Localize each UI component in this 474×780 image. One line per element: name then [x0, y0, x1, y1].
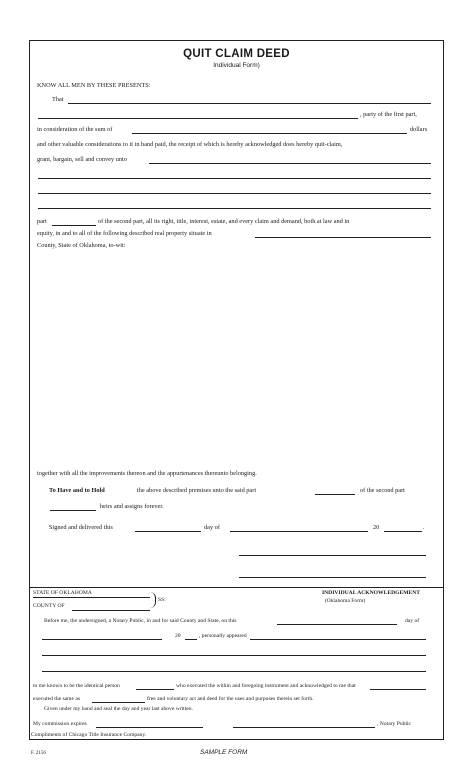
- document-title: QUIT CLAIM DEED: [183, 48, 290, 60]
- commission-expires-line[interactable]: [96, 727, 203, 728]
- party-first-part-text: , party of the first part,: [360, 111, 417, 118]
- heirs-assigns-text: heirs and assigns forever.: [100, 503, 164, 510]
- that-label: That: [52, 96, 64, 103]
- form-number: F. 2156: [31, 751, 46, 756]
- year-prefix: 20: [373, 524, 380, 531]
- executed-same-text: executed the same as: [33, 696, 81, 702]
- signed-month-line[interactable]: [230, 531, 368, 532]
- part-suffix-line-2[interactable]: [315, 494, 355, 495]
- ack-month-line[interactable]: [42, 639, 162, 640]
- ack-year-line[interactable]: [185, 639, 197, 640]
- notary-intro-text: Before me, the undersigned, a Notary Public, in and for said County and State, on this: [44, 618, 237, 624]
- section-divider: [29, 587, 444, 588]
- signed-day-line[interactable]: [135, 531, 201, 532]
- ack-day-line[interactable]: [277, 624, 397, 625]
- county-label: COUNTY OF: [33, 603, 65, 609]
- day-of-text: day of: [204, 524, 220, 531]
- consideration-amount-line[interactable]: [132, 133, 407, 134]
- county-name-line[interactable]: [255, 237, 431, 238]
- grantee-line-2[interactable]: [38, 178, 431, 179]
- state-underline: [33, 597, 150, 598]
- grant-convey-text: grant, bargain, sell and convey unto: [37, 156, 127, 163]
- personally-appeared-text: , personally appeared: [199, 633, 247, 639]
- signed-year-line[interactable]: [384, 531, 422, 532]
- of-second-part-text: of the second part: [360, 487, 405, 494]
- part-label: part: [37, 218, 47, 225]
- who-executed-text: who executed the within and foregoing instrument and acknowledged to me that: [176, 683, 356, 689]
- equity-text: equity, in and to all of the following described real property situate in: [37, 230, 212, 237]
- grantee-line-4[interactable]: [38, 208, 431, 209]
- given-under-text: Given under my hand and seal the day and year last above written.: [44, 706, 193, 712]
- dollars-text: dollars: [410, 126, 428, 133]
- notary-signature-line[interactable]: [233, 727, 375, 728]
- grantor-signature-line-1[interactable]: [239, 555, 426, 556]
- known-to-me-text: to me known to be the identical person: [33, 683, 120, 689]
- appeared-name-line-2[interactable]: [42, 655, 426, 656]
- ack-county-line[interactable]: [72, 610, 150, 611]
- grantee-line-3[interactable]: [38, 193, 431, 194]
- grantor-signature-line-2[interactable]: [239, 577, 426, 578]
- grantor-name-line[interactable]: [68, 103, 431, 104]
- known-person-line[interactable]: [136, 689, 174, 690]
- county-state-text: County, State of Oklahoma, to-wit:: [37, 242, 126, 249]
- compliments-text: Compliments of Chicago Title Insurance Company.: [31, 732, 147, 738]
- state-label: STATE OF OKLAHOMA: [33, 590, 92, 596]
- ack-subtitle: (Oklahoma Form): [324, 598, 366, 604]
- grantee-name-line[interactable]: [149, 163, 431, 164]
- consideration-text: in consideration of the sum of: [37, 126, 113, 133]
- improvements-text: together with all the improvements thereon and the appurtenances thereunto belonging.: [37, 470, 257, 477]
- year-suffix: .: [423, 524, 425, 531]
- appeared-name-line[interactable]: [250, 639, 426, 640]
- notary-public-text: , Notary Public: [377, 721, 412, 727]
- document-subtitle: Individual Form): [213, 62, 260, 69]
- signed-delivered-text: Signed and delivered this: [49, 524, 113, 531]
- ack-year-prefix: 20: [175, 633, 181, 639]
- commission-expires-text: My commission expires: [33, 721, 87, 727]
- intro-text: KNOW ALL MEN BY THESE PRESENTS:: [37, 82, 151, 89]
- sample-form-label: SAMPLE FORM: [200, 749, 248, 756]
- ack-day-of-text: day of: [405, 618, 420, 624]
- ack-title: INDIVIDUAL ACKNOWLEDGEMENT: [321, 590, 420, 596]
- other-consideration-text: and other valuable considerations to it in hand paid, the receipt of which is hereby acknowledged does hereby quit-claim,: [37, 141, 343, 148]
- grantor-name-line-2[interactable]: [38, 118, 358, 119]
- second-part-text: of the second part, all its right, title, interest, estate, and every claim and demand, both at law and in: [98, 218, 350, 225]
- free-voluntary-text: free and voluntary act and deed for the uses and purposes therein set forth.: [147, 696, 314, 702]
- premises-text: the above described premises unto the said part: [137, 487, 257, 494]
- heirs-pronoun-line[interactable]: [50, 510, 96, 511]
- ss-label: SS:: [158, 597, 166, 603]
- executed-as-line[interactable]: [92, 702, 145, 703]
- appeared-name-line-3[interactable]: [42, 671, 426, 672]
- executed-pronoun-line[interactable]: [370, 689, 426, 690]
- to-have-and-hold-text: To Have and to Hold: [49, 487, 105, 494]
- part-suffix-line[interactable]: [52, 225, 96, 226]
